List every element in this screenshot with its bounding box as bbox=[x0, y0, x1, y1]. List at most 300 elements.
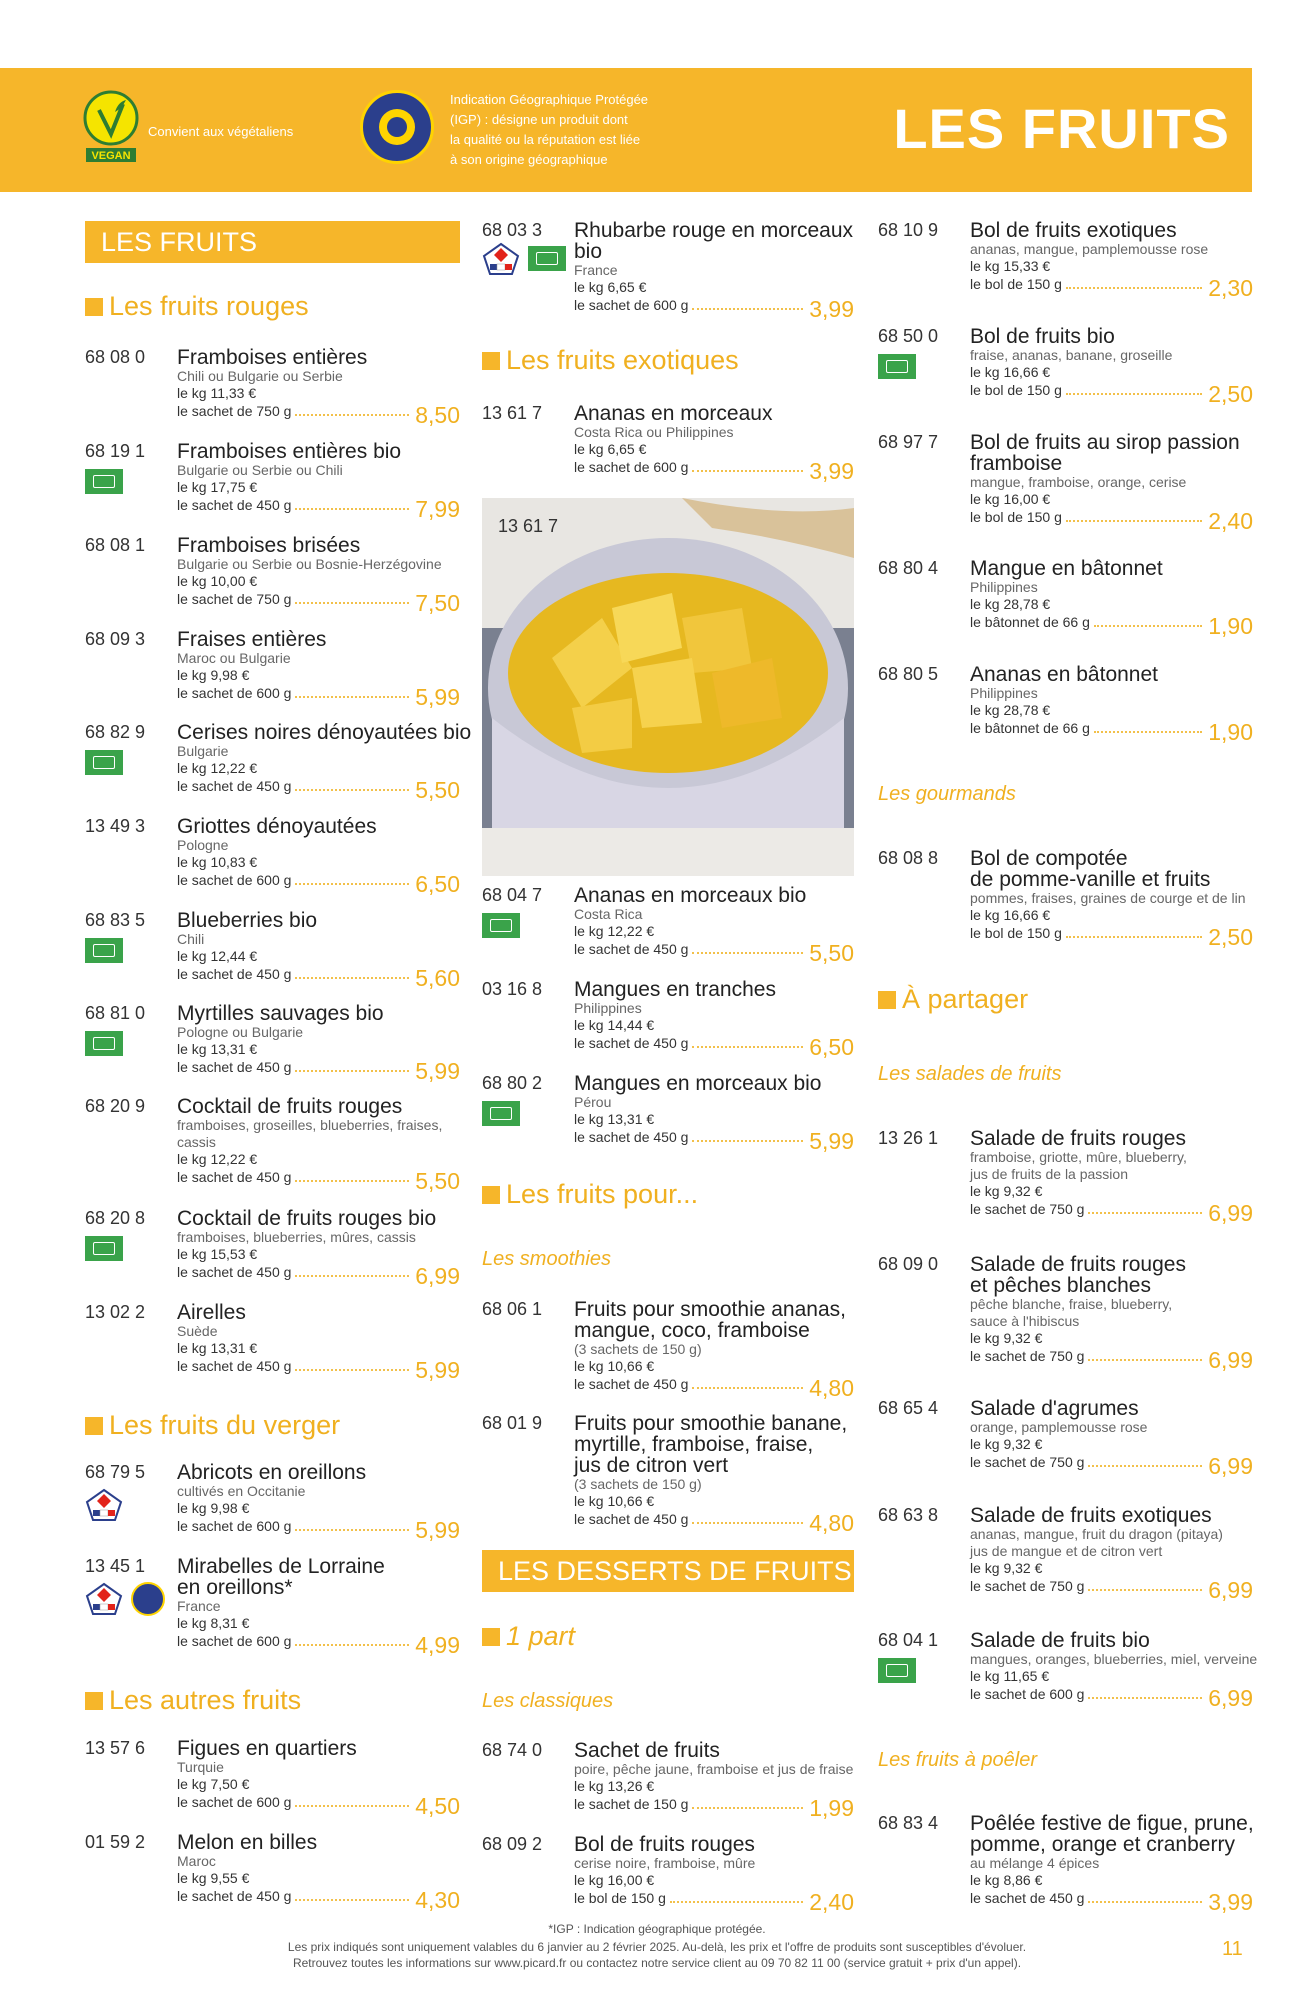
pineapple-photo bbox=[482, 498, 854, 876]
origine-france-icon bbox=[85, 1488, 123, 1522]
product-code: 13 02 2 bbox=[85, 1302, 146, 1322]
vegan-label: VEGAN bbox=[91, 150, 131, 162]
product-code: 68 80 2 bbox=[482, 1073, 543, 1093]
square-bullet-icon bbox=[482, 1628, 500, 1646]
product-origin: mangue, framboise, orange, cerise bbox=[970, 474, 1187, 490]
leader-dots bbox=[1094, 731, 1202, 733]
product-code: 68 83 5 bbox=[85, 910, 146, 930]
subsection-title: Les salades de fruits bbox=[878, 1063, 1062, 1085]
price-per-kg: le kg 7,50 € bbox=[177, 1776, 250, 1792]
square-bullet-icon bbox=[85, 1692, 103, 1710]
pack-size: le bol de 150 g bbox=[970, 925, 1062, 941]
product-name: Salade de fruits rouges bbox=[970, 1127, 1186, 1150]
product-origin: Bulgarie ou Serbie ou Bosnie-Herzégovine bbox=[177, 556, 442, 572]
leader-dots bbox=[1066, 393, 1202, 395]
product-details bbox=[970, 325, 1253, 407]
product-name: Mirabelles de Lorraine bbox=[177, 1555, 385, 1578]
product-price: 3,99 bbox=[1208, 1889, 1253, 1915]
product-code: 68 63 8 bbox=[878, 1505, 939, 1525]
product-price: 8,50 bbox=[415, 402, 460, 428]
product-code: 13 49 3 bbox=[85, 816, 146, 836]
product-price: 6,50 bbox=[415, 871, 460, 897]
pack-size: le sachet de 450 g bbox=[177, 966, 292, 982]
bio-leaf-icon bbox=[85, 1031, 123, 1056]
pack-line bbox=[574, 1128, 854, 1154]
product-name: Griottes dénoyautées bbox=[177, 815, 377, 838]
price-per-kg: le kg 9,32 € bbox=[970, 1560, 1043, 1576]
igp-description: Indication Géographique Protégée (IGP) : désigne un produit dont la qualité ou la réputation est liée à son origine géographique bbox=[450, 92, 649, 167]
leader-dots bbox=[295, 883, 409, 885]
pack-line bbox=[177, 1168, 460, 1194]
pack-size: le sachet de 600 g bbox=[970, 1686, 1085, 1702]
price-per-kg: le kg 13,31 € bbox=[574, 1111, 655, 1127]
pack-size: le sachet de 450 g bbox=[574, 1376, 689, 1392]
product-name: Fruits pour smoothie banane, bbox=[574, 1412, 848, 1435]
product-details bbox=[970, 431, 1253, 534]
product-price: 1,90 bbox=[1208, 613, 1253, 639]
square-bullet-icon bbox=[482, 1186, 500, 1204]
pack-line bbox=[177, 1632, 460, 1658]
pack-size: le sachet de 450 g bbox=[574, 941, 689, 957]
product-details bbox=[574, 402, 854, 484]
product-code: 68 50 0 bbox=[878, 326, 939, 346]
price-per-kg: le kg 8,31 € bbox=[177, 1615, 250, 1631]
pack-size: le sachet de 600 g bbox=[574, 459, 689, 475]
bio-leaf-icon bbox=[85, 1236, 123, 1261]
product-price: 4,80 bbox=[809, 1375, 854, 1401]
pack-line bbox=[177, 402, 460, 428]
product-name: jus de citron vert bbox=[574, 1454, 729, 1477]
product-details bbox=[177, 346, 460, 428]
product-code: 68 09 3 bbox=[85, 629, 146, 649]
product-details bbox=[177, 1461, 460, 1543]
product-origin: Suède bbox=[177, 1323, 218, 1339]
product-price: 6,99 bbox=[1208, 1200, 1253, 1226]
product-name: Salade de fruits exotiques bbox=[970, 1504, 1212, 1527]
pack-size: le sachet de 600 g bbox=[177, 1518, 292, 1534]
price-per-kg: le kg 10,83 € bbox=[177, 854, 258, 870]
product-price: 6,99 bbox=[1208, 1347, 1253, 1373]
product-name: Ananas en morceaux bio bbox=[574, 884, 807, 907]
price-per-kg: le kg 15,33 € bbox=[970, 258, 1051, 274]
product-origin: cerise noire, framboise, mûre bbox=[574, 1855, 756, 1871]
pack-line bbox=[177, 1058, 460, 1084]
leader-dots bbox=[295, 1180, 409, 1182]
product-name: Salade d'agrumes bbox=[970, 1397, 1139, 1420]
price-per-kg: le kg 8,86 € bbox=[970, 1872, 1043, 1888]
product-name: bio bbox=[574, 240, 603, 263]
igp-logo-icon bbox=[360, 90, 434, 164]
product-origin: mangues, oranges, blueberries, miel, verveine bbox=[970, 1651, 1258, 1667]
product-origin: Pologne ou Bulgarie bbox=[177, 1024, 304, 1040]
product-name: Melon en billes bbox=[177, 1831, 318, 1854]
product-code: 68 80 5 bbox=[878, 664, 939, 684]
leader-dots bbox=[1066, 936, 1202, 938]
product-origin: Pérou bbox=[574, 1094, 612, 1110]
product-details bbox=[970, 1629, 1258, 1711]
section-title: 1 part bbox=[482, 1620, 575, 1652]
origine-france-icon bbox=[482, 242, 520, 276]
subsection-title: Les fruits à poêler bbox=[878, 1749, 1037, 1771]
product-name: Fraises entières bbox=[177, 628, 327, 651]
product-details bbox=[970, 847, 1253, 950]
product-code: 68 04 7 bbox=[482, 885, 543, 905]
footer-note: *IGP : Indication géographique protégée. bbox=[548, 1922, 766, 1936]
leader-dots bbox=[670, 1901, 803, 1903]
product-origin: orange, pamplemousse rose bbox=[970, 1419, 1148, 1435]
product-code: 68 08 8 bbox=[878, 848, 939, 868]
product-origin: jus de fruits de la passion bbox=[970, 1166, 1128, 1182]
product-price: 2,40 bbox=[1208, 508, 1253, 534]
pack-line bbox=[970, 1347, 1253, 1373]
bio-leaf-icon bbox=[528, 246, 566, 271]
pack-size: le sachet de 600 g bbox=[177, 872, 292, 888]
product-details bbox=[970, 1127, 1253, 1226]
product-origin: cultivés en Occitanie bbox=[177, 1483, 306, 1499]
section-title: Les fruits du verger bbox=[85, 1409, 340, 1441]
square-bullet-icon bbox=[482, 352, 500, 370]
product-name: de pomme-vanille et fruits bbox=[970, 868, 1211, 891]
pack-size: le sachet de 750 g bbox=[970, 1454, 1085, 1470]
product-price: 6,99 bbox=[1208, 1453, 1253, 1479]
price-per-kg: le kg 9,32 € bbox=[970, 1183, 1043, 1199]
price-per-kg: le kg 15,53 € bbox=[177, 1246, 258, 1262]
price-per-kg: le kg 13,31 € bbox=[177, 1041, 258, 1057]
product-details bbox=[970, 219, 1253, 301]
price-per-kg: le kg 10,66 € bbox=[574, 1358, 655, 1374]
product-details bbox=[574, 1298, 854, 1401]
product-name: Sachet de fruits bbox=[574, 1739, 720, 1762]
product-name: Mangue en bâtonnet bbox=[970, 557, 1163, 580]
product-details bbox=[970, 1397, 1253, 1479]
pack-size: le bâtonnet de 66 g bbox=[970, 720, 1090, 736]
product-origin: jus de mangue et de citron vert bbox=[970, 1543, 1163, 1559]
product-code: 13 57 6 bbox=[85, 1738, 146, 1758]
product-origin: ananas, mangue, fruit du dragon (pitaya) bbox=[970, 1526, 1223, 1542]
product-name: Ananas en morceaux bbox=[574, 402, 773, 425]
product-name: Airelles bbox=[177, 1301, 246, 1324]
subsection-title: Les smoothies bbox=[482, 1248, 611, 1270]
product-code: 13 26 1 bbox=[878, 1128, 939, 1148]
vegan-logo-icon bbox=[82, 90, 140, 164]
price-per-kg: le kg 6,65 € bbox=[574, 441, 647, 457]
leader-dots bbox=[1088, 1589, 1202, 1591]
product-name: Ananas en bâtonnet bbox=[970, 663, 1158, 686]
pack-size: le sachet de 150 g bbox=[574, 1796, 689, 1812]
product-origin: Pologne bbox=[177, 837, 229, 853]
product-code: 68 08 1 bbox=[85, 535, 146, 555]
product-code: 13 61 7 bbox=[482, 403, 543, 423]
product-name: Bol de compotée bbox=[970, 847, 1128, 870]
product-price: 5,99 bbox=[415, 1357, 460, 1383]
product-origin: (3 sachets de 150 g) bbox=[574, 1341, 702, 1357]
price-per-kg: le kg 12,22 € bbox=[177, 1151, 258, 1167]
product-details bbox=[574, 1833, 854, 1915]
product-origin: au mélange 4 épices bbox=[970, 1855, 1100, 1871]
pack-size: le bol de 150 g bbox=[970, 509, 1062, 525]
product-name: Salade de fruits rouges bbox=[970, 1253, 1186, 1276]
leader-dots bbox=[295, 414, 409, 416]
product-name: Framboises brisées bbox=[177, 534, 361, 557]
origine-france-icon bbox=[85, 1582, 123, 1616]
pack-line bbox=[177, 1517, 460, 1543]
pack-size: le sachet de 600 g bbox=[177, 1633, 292, 1649]
product-name: Fruits pour smoothie ananas, bbox=[574, 1298, 846, 1321]
product-price: 1,90 bbox=[1208, 719, 1253, 745]
product-details bbox=[574, 1072, 854, 1154]
pack-line bbox=[970, 719, 1253, 745]
product-details bbox=[177, 440, 460, 522]
product-name: Myrtilles sauvages bio bbox=[177, 1002, 384, 1025]
product-code: 68 83 4 bbox=[878, 1813, 939, 1833]
leader-dots bbox=[295, 1369, 409, 1371]
pack-size: le sachet de 450 g bbox=[177, 778, 292, 794]
product-details bbox=[574, 219, 854, 322]
product-name: myrtille, framboise, fraise, bbox=[574, 1433, 814, 1456]
product-origin: Turquie bbox=[177, 1759, 224, 1775]
pack-size: le sachet de 600 g bbox=[177, 1794, 292, 1810]
leader-dots bbox=[1088, 1697, 1202, 1699]
pack-size: le bol de 150 g bbox=[970, 382, 1062, 398]
pineapple-bowl-image bbox=[482, 498, 854, 876]
product-price: 2,50 bbox=[1208, 924, 1253, 950]
pack-size: le sachet de 750 g bbox=[970, 1201, 1085, 1217]
pack-line bbox=[177, 1793, 460, 1819]
product-origin: framboise, griotte, mûre, blueberry, bbox=[970, 1149, 1187, 1165]
product-name: Framboises entières bbox=[177, 346, 368, 369]
product-name: Mangues en morceaux bio bbox=[574, 1072, 822, 1095]
product-name: Bol de fruits au sirop passion bbox=[970, 431, 1240, 454]
bio-leaf-icon bbox=[878, 1658, 916, 1683]
pack-size: le sachet de 450 g bbox=[574, 1511, 689, 1527]
product-origin: Philippines bbox=[970, 685, 1038, 701]
product-origin: Philippines bbox=[574, 1000, 642, 1016]
product-details bbox=[177, 1737, 460, 1819]
product-code: 68 65 4 bbox=[878, 1398, 939, 1418]
pack-line bbox=[574, 1375, 854, 1401]
product-origin: (3 sachets de 150 g) bbox=[574, 1476, 702, 1492]
product-origin: fraise, ananas, banane, groseille bbox=[970, 347, 1173, 363]
leader-dots bbox=[295, 1275, 409, 1277]
product-details bbox=[177, 1301, 460, 1383]
product-price: 2,50 bbox=[1208, 381, 1253, 407]
product-origin: Chili bbox=[177, 931, 205, 947]
product-code: 68 20 9 bbox=[85, 1096, 146, 1116]
leader-dots bbox=[692, 1046, 803, 1048]
product-price: 4,99 bbox=[415, 1632, 460, 1658]
pack-line bbox=[574, 458, 854, 484]
vegan-text: Convient aux végétaliens bbox=[148, 124, 294, 139]
bio-leaf-icon bbox=[85, 469, 123, 494]
product-name: Bol de fruits exotiques bbox=[970, 219, 1177, 242]
pack-size: le sachet de 450 g bbox=[574, 1129, 689, 1145]
product-details bbox=[177, 909, 460, 991]
product-price: 5,50 bbox=[809, 940, 854, 966]
price-per-kg: le kg 16,66 € bbox=[970, 907, 1051, 923]
pack-size: le sachet de 450 g bbox=[177, 1264, 292, 1280]
pack-size: le bol de 150 g bbox=[574, 1890, 666, 1906]
leader-dots bbox=[1088, 1901, 1202, 1903]
pack-line bbox=[177, 684, 460, 710]
product-price: 7,50 bbox=[415, 590, 460, 616]
product-name: Bol de fruits bio bbox=[970, 325, 1115, 348]
product-name: en oreillons* bbox=[177, 1576, 293, 1599]
price-per-kg: le kg 9,55 € bbox=[177, 1870, 250, 1886]
product-price: 6,99 bbox=[1208, 1577, 1253, 1603]
leader-dots bbox=[692, 952, 803, 954]
product-code: 68 74 0 bbox=[482, 1740, 543, 1760]
pack-line bbox=[970, 275, 1253, 301]
product-code: 68 97 7 bbox=[878, 432, 939, 452]
pack-size: le sachet de 750 g bbox=[177, 591, 292, 607]
pack-line bbox=[574, 1889, 854, 1915]
price-per-kg: le kg 28,78 € bbox=[970, 596, 1051, 612]
product-price: 3,99 bbox=[809, 458, 854, 484]
leader-dots bbox=[692, 308, 803, 310]
subsection-title: Les gourmands bbox=[878, 783, 1016, 805]
bio-leaf-icon bbox=[85, 750, 123, 775]
footer-line-2: Retrouvez toutes les informations sur www.picard.fr ou contactez notre service client au 09 70 82 11 00 (service gratuit + prix d'un appel). bbox=[292, 1956, 1022, 1970]
product-origin: France bbox=[574, 262, 618, 278]
product-name: Rhubarbe rouge en morceaux bbox=[574, 219, 854, 242]
product-origin: ananas, mangue, pamplemousse rose bbox=[970, 241, 1209, 257]
product-code: 68 01 9 bbox=[482, 1413, 543, 1433]
section-title: Les fruits rouges bbox=[85, 290, 309, 322]
section-title: À partager bbox=[878, 983, 1028, 1015]
product-details bbox=[177, 1555, 460, 1658]
product-name: Poêlée festive de figue, prune, bbox=[970, 1812, 1254, 1835]
product-price: 4,30 bbox=[415, 1887, 460, 1913]
price-per-kg: le kg 12,22 € bbox=[574, 923, 655, 939]
price-per-kg: le kg 10,00 € bbox=[177, 573, 258, 589]
product-price: 4,80 bbox=[809, 1510, 854, 1536]
price-per-kg: le kg 9,98 € bbox=[177, 1500, 250, 1516]
price-per-kg: le kg 16,00 € bbox=[574, 1872, 655, 1888]
product-price: 5,99 bbox=[415, 1058, 460, 1084]
section-band-desserts: LES DESSERTS DE FRUITS bbox=[482, 1550, 854, 1592]
product-code: 68 79 5 bbox=[85, 1462, 146, 1482]
product-price: 5,99 bbox=[415, 684, 460, 710]
section-title: Les autres fruits bbox=[85, 1684, 301, 1716]
pack-line bbox=[574, 1034, 854, 1060]
product-price: 2,30 bbox=[1208, 275, 1253, 301]
product-name: Cocktail de fruits rouges bio bbox=[177, 1207, 437, 1230]
product-name: et pêches blanches bbox=[970, 1274, 1151, 1297]
product-details bbox=[970, 1253, 1253, 1373]
pack-line bbox=[177, 590, 460, 616]
pack-size: le sachet de 450 g bbox=[177, 1888, 292, 1904]
price-per-kg: le kg 6,65 € bbox=[574, 279, 647, 295]
product-price: 2,40 bbox=[809, 1889, 854, 1915]
price-per-kg: le kg 9,32 € bbox=[970, 1436, 1043, 1452]
leader-dots bbox=[295, 1805, 409, 1807]
product-details bbox=[177, 721, 472, 803]
pack-size: le bâtonnet de 66 g bbox=[970, 614, 1090, 630]
bio-leaf-icon bbox=[878, 354, 916, 379]
product-code: 68 82 9 bbox=[85, 722, 146, 742]
product-details bbox=[177, 1831, 460, 1913]
leader-dots bbox=[692, 1387, 803, 1389]
price-per-kg: le kg 16,66 € bbox=[970, 364, 1051, 380]
price-per-kg: le kg 10,66 € bbox=[574, 1493, 655, 1509]
product-details bbox=[574, 978, 854, 1060]
pack-size: le bol de 150 g bbox=[970, 276, 1062, 292]
pack-size: le sachet de 450 g bbox=[177, 497, 292, 513]
price-per-kg: le kg 11,33 € bbox=[177, 385, 257, 401]
product-origin: pommes, fraises, graines de courge et de lin bbox=[970, 890, 1246, 906]
product-origin: Costa Rica bbox=[574, 906, 643, 922]
product-code: 68 10 9 bbox=[878, 220, 939, 240]
product-origin: Maroc ou Bulgarie bbox=[177, 650, 291, 666]
product-code: 68 19 1 bbox=[85, 441, 146, 461]
price-per-kg: le kg 11,65 € bbox=[970, 1668, 1050, 1684]
price-per-kg: le kg 13,26 € bbox=[574, 1778, 655, 1794]
product-price: 6,99 bbox=[1208, 1685, 1253, 1711]
section-title: Les fruits exotiques bbox=[482, 344, 739, 376]
product-details bbox=[970, 1504, 1253, 1603]
pack-line bbox=[970, 924, 1253, 950]
product-price: 7,99 bbox=[415, 496, 460, 522]
pack-line bbox=[177, 496, 460, 522]
pack-line bbox=[574, 296, 854, 322]
leader-dots bbox=[295, 789, 409, 791]
product-code: 01 59 2 bbox=[85, 1832, 146, 1852]
price-per-kg: le kg 17,75 € bbox=[177, 479, 258, 495]
price-per-kg: le kg 14,44 € bbox=[574, 1017, 655, 1033]
section-band-fruits: LES FRUITS bbox=[85, 221, 460, 263]
footer-line-1: Les prix indiqués sont uniquement valables du 6 janvier au 2 février 2025. Au-delà, les prix et l'offre de produits sont susceptibles d'évoluer. bbox=[287, 1940, 1027, 1954]
product-name: Framboises entières bio bbox=[177, 440, 402, 463]
product-price: 6,99 bbox=[415, 1263, 460, 1289]
leader-dots bbox=[692, 470, 803, 472]
product-origin: Bulgarie ou Serbie ou Chili bbox=[177, 462, 343, 478]
pack-line bbox=[970, 1200, 1253, 1226]
leader-dots bbox=[1088, 1212, 1202, 1214]
product-details bbox=[177, 1207, 460, 1289]
leader-dots bbox=[295, 508, 409, 510]
pack-line bbox=[970, 381, 1253, 407]
section-title: Les fruits pour... bbox=[482, 1178, 698, 1210]
product-origin: sauce à l'hibiscus bbox=[970, 1313, 1080, 1329]
product-code: 68 81 0 bbox=[85, 1003, 146, 1023]
price-per-kg: le kg 12,22 € bbox=[177, 760, 258, 776]
product-details bbox=[177, 1095, 460, 1194]
pack-size: le sachet de 750 g bbox=[970, 1578, 1085, 1594]
product-name: framboise bbox=[970, 452, 1063, 475]
pack-size: le sachet de 450 g bbox=[574, 1035, 689, 1051]
product-details bbox=[970, 557, 1253, 639]
product-price: 1,99 bbox=[809, 1795, 854, 1821]
pack-line bbox=[970, 1577, 1253, 1603]
product-code: 13 45 1 bbox=[85, 1556, 146, 1576]
pack-line bbox=[970, 613, 1253, 639]
pack-line bbox=[574, 1510, 854, 1536]
product-details bbox=[177, 628, 460, 710]
square-bullet-icon bbox=[878, 991, 896, 1009]
pack-line bbox=[970, 508, 1253, 534]
product-price: 5,50 bbox=[415, 1168, 460, 1194]
photo-product-code: 13 61 7 bbox=[498, 516, 559, 536]
product-origin: poire, pêche jaune, framboise et jus de fraise bbox=[574, 1761, 854, 1777]
price-per-kg: le kg 16,00 € bbox=[970, 491, 1051, 507]
product-name: Cocktail de fruits rouges bbox=[177, 1095, 403, 1118]
product-origin: framboises, groseilles, blueberries, fraises, bbox=[177, 1117, 443, 1133]
product-price: 6,50 bbox=[809, 1034, 854, 1060]
leader-dots bbox=[692, 1807, 803, 1809]
pack-line bbox=[177, 965, 460, 991]
pack-line bbox=[177, 1887, 460, 1913]
product-name: Abricots en oreillons bbox=[177, 1461, 367, 1484]
